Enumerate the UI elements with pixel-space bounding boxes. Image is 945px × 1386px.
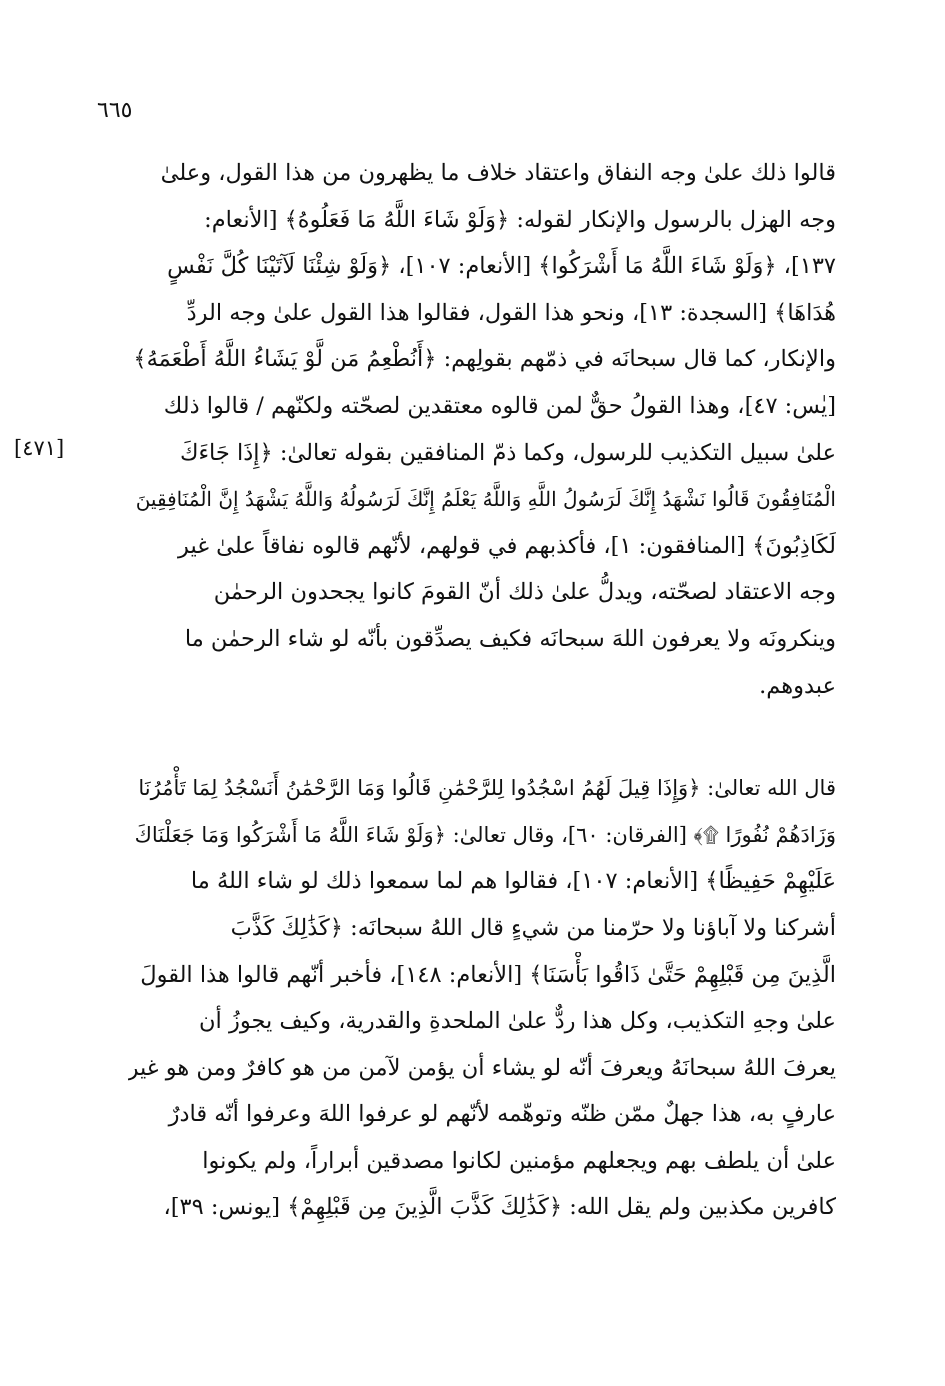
text-line: وجه الاعتقاد لصحّته، ويدلُّ علىٰ ذلك أنّ القومَ كانوا يجحدون الرحمٰن	[213, 579, 836, 606]
text-line: يعرفَ اللهُ سبحانَهُ ويعرفَ أنّه لو يشاء أن يؤمن لآمن من هو كافرٌ ومن هو غير	[128, 1054, 836, 1081]
text-line: والإنكار، كما قال سبحانَه في ذمّهم بقولِهم: ﴿أَنُطْعِمُ مَن لَّوْ يَشَاءُ اللَّهُ أَطْعَمَهُ﴾	[133, 346, 836, 373]
text-line: علىٰ وجهِ التكذيب، وكل هذا ردٌّ علىٰ الملحدةِ والقدرية، وكيف يجوزُ أن	[199, 1008, 836, 1035]
text-line: عبدوهم.	[759, 672, 836, 699]
text-line: وَزَادَهُمْ نُفُورًا ۩﴾ [الفرقان: ٦٠]، وقال تعالىٰ: ﴿وَلَوْ شَاءَ اللَّهُ مَا أَشْرَكُوا وَمَا جَعَلْنَاكَ	[134, 822, 836, 847]
text-line: عَلَيْهِمْ حَفِيظًا﴾ [الأنعام: ١٠٧]، فقالوا هم لما سمعوا ذلك لو شاء اللهُ ما	[190, 868, 836, 895]
paragraph-1	[128, 150, 836, 709]
text-line: لَكَاذِبُونَ﴾ [المنافقون: ١]، فأكذبهم في قولهم، لأنّهم قالوه نفاقاً علىٰ غير	[178, 532, 836, 559]
text-line: ١٣٧]، ﴿وَلَوْ شَاءَ اللَّهُ مَا أَشْرَكُوا﴾ [الأنعام: ١٠٧]، ﴿وَلَوْ شِئْنَا لَآتَيْنَا كُلَّ نَفْسٍ	[167, 253, 836, 280]
text-line: عارفٍ به، هذا جهلٌ ممّن ظنّه وتوهّمه لأنّهم لو عرفوا اللهَ وعرفوا أنّه قادرٌ	[168, 1101, 836, 1128]
margin-reference: [٤٧١]	[14, 436, 65, 460]
page-body	[128, 150, 836, 1231]
text-line: هُدَاهَا﴾ [السجدة: ١٣]، ونحو هذا القول، فقالوا هذا القول علىٰ وجه الردِّ	[186, 299, 836, 326]
text-line: وينكرونَه ولا يعرفون اللهَ سبحانَه فكيف يصدِّقون بأنّه لو شاء الرحمٰن ما	[184, 625, 836, 652]
text-line: علىٰ سبيل التكذيب للرسول، وكما ذمّ المنافقين بقوله تعالىٰ: ﴿إِذَا جَاءَكَ	[179, 439, 836, 466]
text-line: أشركنا ولا آباؤنا ولا حرّمنا من شيءٍ قال اللهُ سبحانَه: ﴿كَذَٰلِكَ كَذَّبَ	[230, 914, 836, 941]
text-line: علىٰ أن يلطف بهم ويجعلهم مؤمنين لكانوا مصدقين أبراراً، ولم يكونوا	[202, 1147, 836, 1174]
text-line: الْمُنَافِقُونَ قَالُوا نَشْهَدُ إِنَّكَ لَرَسُولُ اللَّهِ وَاللَّهُ يَعْلَمُ إِنَّكَ لَرَسُولُهُ وَاللَّهُ يَشْهَدُ إِنَّ الْمُنَافِقِينَ	[135, 487, 836, 512]
text-line: الَّذِينَ مِن قَبْلِهِمْ حَتَّىٰ ذَاقُوا بَأْسَنَا﴾ [الأنعام: ١٤٨]، فأخبر أنّهم قالوا هذا القولَ	[140, 961, 836, 988]
text-line: وجه الهزل بالرسول والإنكار لقوله: ﴿وَلَوْ شَاءَ اللَّهُ مَا فَعَلُوهُ﴾ [الأنعام:	[204, 206, 836, 233]
text-line: قالوا ذلك علىٰ وجه النفاق واعتقاد خلاف ما يظهرون من هذا القول، وعلىٰ	[160, 160, 836, 186]
text-line: [يٰس: ٤٧]، وهذا القولُ حقٌّ لمن قالوه معتقدين لصحّته ولكنّهم / قالوا ذلك	[163, 392, 836, 419]
page-number: ٦٦٥	[97, 98, 133, 123]
text-line: كافرين مكذبين ولم يقل الله: ﴿كَذَٰلِكَ كَذَّبَ الَّذِينَ مِن قَبْلِهِمْ﴾ [يونس: ٣٩]،	[163, 1194, 836, 1221]
text-line: قال الله تعالىٰ: ﴿وَإِذَا قِيلَ لَهُمُ اسْجُدُوا لِلرَّحْمَٰنِ قَالُوا وَمَا الرَّحْمَٰنُ أَنَسْجُدُ لِمَا تَأْمُرُنَا	[138, 776, 836, 801]
paragraph-2	[128, 765, 836, 1231]
